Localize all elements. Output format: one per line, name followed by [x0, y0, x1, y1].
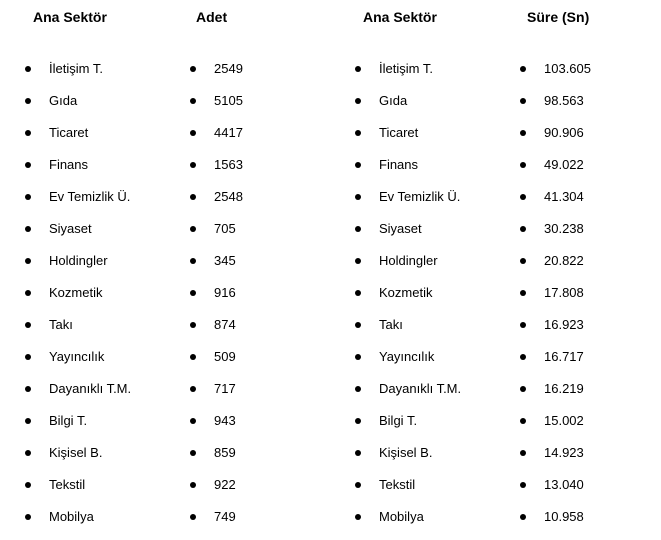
bullet-icon — [190, 386, 196, 392]
list-item-text: Mobilya — [49, 509, 94, 524]
bullet-icon — [190, 354, 196, 360]
list-item-text: Yayıncılık — [49, 349, 105, 364]
list-item-text: Bilgi T. — [49, 413, 88, 428]
list-item-text: 49.022 — [544, 157, 584, 172]
bullet-icon — [25, 386, 31, 392]
list-item-text: İletişim T. — [379, 61, 433, 76]
bullet-icon — [25, 482, 31, 488]
bullet-icon — [355, 354, 361, 360]
list-item-text: 874 — [214, 317, 236, 332]
bullet-icon — [25, 514, 31, 520]
list-item-text: 4417 — [214, 125, 243, 140]
list-item-text: Siyaset — [379, 221, 422, 236]
bullet-icon — [190, 450, 196, 456]
list-item-text: İletişim T. — [49, 61, 103, 76]
header-sector-count: Ana Sektör — [33, 9, 107, 25]
list-item-text: Finans — [379, 157, 419, 172]
list-item-text: 1563 — [214, 157, 243, 172]
bullet-icon — [520, 514, 526, 520]
bullet-icon — [355, 322, 361, 328]
bullet-icon — [520, 386, 526, 392]
list-item-text: Takı — [379, 317, 403, 332]
list-item-text: 98.563 — [544, 93, 584, 108]
list-item-text: Kozmetik — [379, 285, 433, 300]
bullet-icon — [355, 258, 361, 264]
bullet-icon — [520, 450, 526, 456]
bullet-icon — [520, 258, 526, 264]
bullet-icon — [25, 290, 31, 296]
list-item-text: 859 — [214, 445, 236, 460]
header-sector-duration: Ana Sektör — [363, 9, 437, 25]
list-item-text: 705 — [214, 221, 236, 236]
bullet-icon — [355, 450, 361, 456]
bullet-icon — [25, 450, 31, 456]
list-item-text: Holdingler — [379, 253, 438, 268]
bullet-icon — [25, 130, 31, 136]
bullet-icon — [25, 354, 31, 360]
list-item-text: 5105 — [214, 93, 243, 108]
bullet-icon — [355, 194, 361, 200]
bullet-icon — [520, 290, 526, 296]
bullet-icon — [355, 386, 361, 392]
list-item-text: 717 — [214, 381, 236, 396]
list-item-text: 749 — [214, 509, 236, 524]
bullet-icon — [520, 162, 526, 168]
list-item-text: 13.040 — [544, 477, 584, 492]
bullet-icon — [190, 226, 196, 232]
list-item-text: Holdingler — [49, 253, 108, 268]
bullet-icon — [355, 130, 361, 136]
header-duration: Süre (Sn) — [527, 9, 590, 25]
list-item-text: Dayanıklı T.M. — [49, 381, 132, 396]
list-item-text: Gıda — [49, 93, 78, 108]
list-item-text: Ev Temizlik Ü. — [49, 189, 131, 204]
bullet-icon — [25, 66, 31, 72]
list-item-text: 10.958 — [544, 509, 584, 524]
bullet-icon — [520, 98, 526, 104]
list-item-text: 943 — [214, 413, 236, 428]
bullet-icon — [520, 66, 526, 72]
bullet-icon — [355, 482, 361, 488]
bullet-icon — [190, 290, 196, 296]
list-item-text: Bilgi T. — [379, 413, 418, 428]
list-item-text: 922 — [214, 477, 236, 492]
bullet-icon — [190, 194, 196, 200]
list-item-text: 17.808 — [544, 285, 584, 300]
list-item-text: 16.219 — [544, 381, 584, 396]
list-item-text: 16.717 — [544, 349, 584, 364]
list-item-text: 20.822 — [544, 253, 584, 268]
list-item-text: 16.923 — [544, 317, 584, 332]
list-item-text: 41.304 — [544, 189, 584, 204]
list-item-text: Yayıncılık — [379, 349, 435, 364]
list-item-text: Takı — [49, 317, 73, 332]
list-item-text: Tekstil — [379, 477, 416, 492]
bullet-icon — [190, 66, 196, 72]
bullet-icon — [190, 482, 196, 488]
list-item-text: 103.605 — [544, 61, 591, 76]
list-item-text: 30.238 — [544, 221, 584, 236]
header-count: Adet — [196, 9, 228, 25]
bullet-icon — [190, 514, 196, 520]
bullet-icon — [355, 66, 361, 72]
list-item-text: Gıda — [379, 93, 408, 108]
list-item-text: Kişisel B. — [49, 445, 103, 460]
bullet-icon — [25, 322, 31, 328]
bullet-icon — [190, 130, 196, 136]
bullet-icon — [355, 290, 361, 296]
list-item-text: 345 — [214, 253, 236, 268]
bullet-icon — [520, 482, 526, 488]
list-item-text: 509 — [214, 349, 236, 364]
bullet-icon — [355, 226, 361, 232]
list-item-text: Finans — [49, 157, 89, 172]
bullet-icon — [520, 130, 526, 136]
list-item-text: Kişisel B. — [379, 445, 433, 460]
bullet-icon — [190, 322, 196, 328]
bullet-icon — [25, 194, 31, 200]
list-item-text: Ticaret — [379, 125, 419, 140]
list-item-text: 2548 — [214, 189, 243, 204]
bullet-icon — [190, 418, 196, 424]
list-item-text: Dayanıklı T.M. — [379, 381, 462, 396]
list-item-text: 90.906 — [544, 125, 584, 140]
bullet-icon — [190, 98, 196, 104]
list-item-text: 916 — [214, 285, 236, 300]
bullet-icon — [25, 162, 31, 168]
bullet-icon — [25, 258, 31, 264]
bullet-icon — [25, 418, 31, 424]
list-item-text: Tekstil — [49, 477, 86, 492]
list-item-text: 14.923 — [544, 445, 584, 460]
list-item-text: Siyaset — [49, 221, 92, 236]
bullet-icon — [355, 162, 361, 168]
bullet-icon — [520, 354, 526, 360]
list-item-text: Kozmetik — [49, 285, 103, 300]
list-item-text: Ticaret — [49, 125, 89, 140]
bullet-icon — [355, 514, 361, 520]
bullet-icon — [190, 258, 196, 264]
bullet-icon — [25, 98, 31, 104]
bullet-icon — [520, 418, 526, 424]
list-item-text: Ev Temizlik Ü. — [379, 189, 461, 204]
bullet-icon — [355, 98, 361, 104]
bullet-icon — [520, 226, 526, 232]
bullet-icon — [25, 226, 31, 232]
list-item-text: 2549 — [214, 61, 243, 76]
bullet-icon — [520, 194, 526, 200]
list-item-text: Mobilya — [379, 509, 424, 524]
list-item-text: 15.002 — [544, 413, 584, 428]
bullet-icon — [520, 322, 526, 328]
bullet-icon — [190, 162, 196, 168]
bullet-icon — [355, 418, 361, 424]
